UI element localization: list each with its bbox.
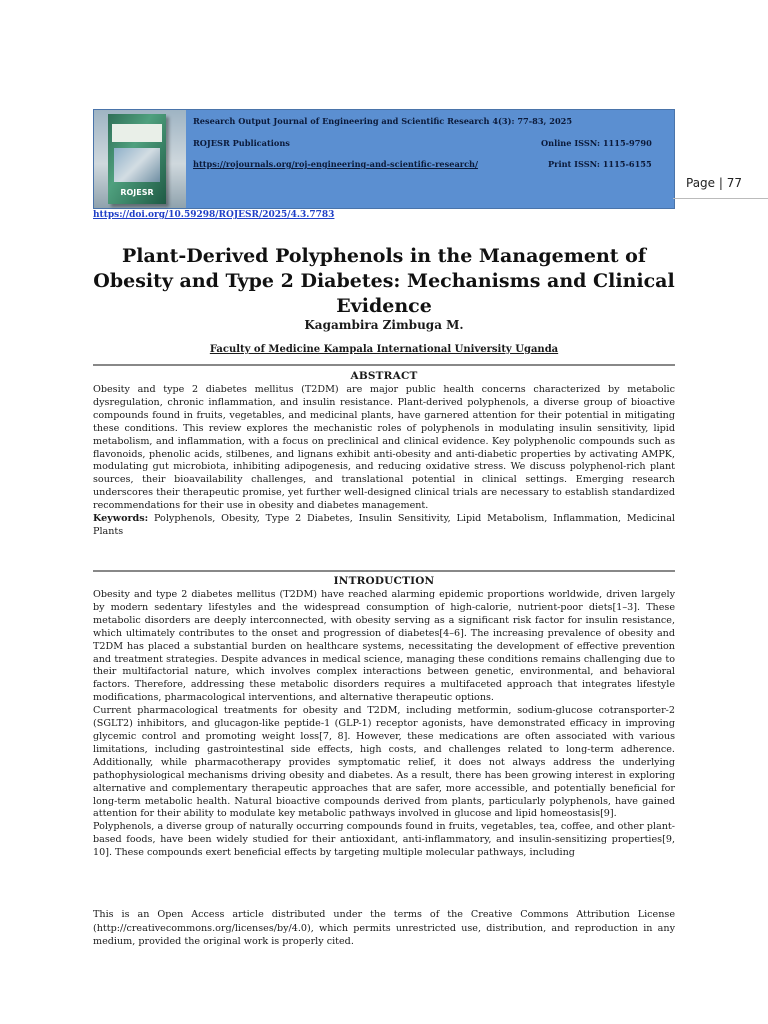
journal-cover-image: [94, 110, 186, 208]
author-name: Kagambira Zimbuga M.: [304, 318, 464, 332]
page-number: Page | 77: [686, 176, 742, 190]
affiliation: Faculty of Medicine Kampala International University Uganda: [209, 344, 559, 355]
intro-paragraph: Current pharmacological treatments for obesity and T2DM, including metformin, sodium-glucose cotransporter-2 (SGLT2) inhibitors, and glucagon-like peptide-1 (GLP-1) receptor agonists, have demonstrated efficacy in improving glycemic control and promoting weight loss[7, 8]. However, these medications are often associated with various limitations, including gastrointestinal side effects, high costs, and challenges related to long-term adherence. Additionally, while pharmacotherapy provides symptomatic relief, it does not always address the underlying pathophysiological mechanisms driving obesity and diabetes. As a result, there has been growing interest in exploring alternative and complementary therapeutic approaches that are safer, more accessible, and potentially beneficial for long-term metabolic health. Natural bioactive compounds derived from plants, particularly polyphenols, have gained attention for their ability to modulate key metabolic pathways involved in glucose and lipid homeostasis[9].: [93, 705, 675, 820]
doi-link[interactable]: https://doi.org/10.59298/ROJESR/2025/4.3.7783: [93, 210, 335, 220]
abstract-heading: ABSTRACT: [350, 370, 418, 382]
page-number-rule: [673, 198, 768, 199]
journal-header-box: [93, 109, 675, 209]
book-cover-icon: [108, 114, 166, 204]
intro-paragraph: Obesity and type 2 diabetes mellitus (T2DM) have reached alarming epidemic proportions worldwide, driven largely by modern sedentary lifestyles and the widespread consumption of high-calorie, nutrient-poor diets[1–3]. These metabolic disorders are deeply interconnected, with obesity serving as a significant risk factor for insulin resistance, which ultimately contributes to the onset and progression of diabetes[4–6]. The increasing prevalence of obesity and T2DM has placed a substantial burden on healthcare systems, necessitating the development of effective prevention and treatment strategies. Despite advances in medical science, managing these conditions remains challenging due to their multifactorial nature, which involves complex interactions between genetic, environmental, and behavioral factors. Therefore, addressing these metabolic disorders requires a multifaceted approach that integrates lifestyle modifications, pharmacological interventions, and alternative therapeutic options.: [93, 589, 675, 704]
print-issn: Print ISSN: 1115-6155: [548, 159, 652, 169]
abstract-top-rule: [93, 364, 675, 366]
introduction-heading: INTRODUCTION: [333, 575, 435, 587]
article-title: Plant-Derived Polyphenols in the Management of Obesity and Type 2 Diabetes: Mechanisms and Clinical Evidence: [93, 245, 675, 317]
journal-url-link[interactable]: https://rojournals.org/roj-engineering-and-scientific-research/: [193, 159, 479, 169]
introduction-body: [93, 589, 675, 860]
keywords-label: Keywords:: [93, 513, 149, 525]
publisher-name: ROJESR Publications: [193, 138, 290, 148]
keywords-line: [93, 513, 675, 539]
keywords-list: Polyphenols, Obesity, Type 2 Diabetes, Insulin Sensitivity, Lipid Metabolism, Inflammation, Medicinal Plants: [93, 513, 675, 537]
cover-mark: ROJESR: [120, 188, 154, 197]
license-notice: This is an Open Access article distributed under the terms of the Creative Commons Attribution License (http://creativecommons.org/licenses/by/4.0), which permits unrestricted use, distribution, and reproduction in any medium, provided the original work is properly cited.: [93, 909, 675, 947]
abstract-text: Obesity and type 2 diabetes mellitus (T2DM) are major public health concerns characterized by metabolic dysregulation, chronic inflammation, and insulin resistance. Plant-derived polyphenols, a diverse group of bioactive compounds found in fruits, vegetables, and medicinal plants, have garnered attention for their potential in mitigating these conditions. This review explores the mechanistic roles of polyphenols in modulating insulin sensitivity, lipid metabolism, and inflammation, with a focus on preclinical and clinical evidence. Key polyphenolic compounds such as flavonoids, phenolic acids, stilbenes, and lignans exhibit anti-obesity and anti-diabetic properties by activating AMPK, modulating gut microbiota, inhibiting adipogenesis, and reducing oxidative stress. We discuss polyphenol-rich plant sources, their bioavailability challenges, and translational potential in clinical settings. Emerging research underscores their therapeutic promise, yet further well-designed clinical trials are necessary to establish standardized recommendations for their use in obesity and diabetes management.: [93, 384, 675, 512]
intro-paragraph: Polyphenols, a diverse group of naturally occurring compounds found in fruits, vegetables, tea, coffee, and other plant-based foods, have been widely studied for their antioxidant, anti-inflammatory, and insulin-sensitizing properties[9, 10]. These compounds exert beneficial effects by targeting multiple molecular pathways, including: [93, 821, 675, 859]
abstract-body: [93, 384, 675, 539]
introduction-top-rule: [93, 570, 675, 572]
online-issn: Online ISSN: 1115-9790: [541, 138, 652, 148]
journal-citation-line: Research Output Journal of Engineering and Scientific Research 4(3): 77-83, 2025: [193, 116, 573, 126]
